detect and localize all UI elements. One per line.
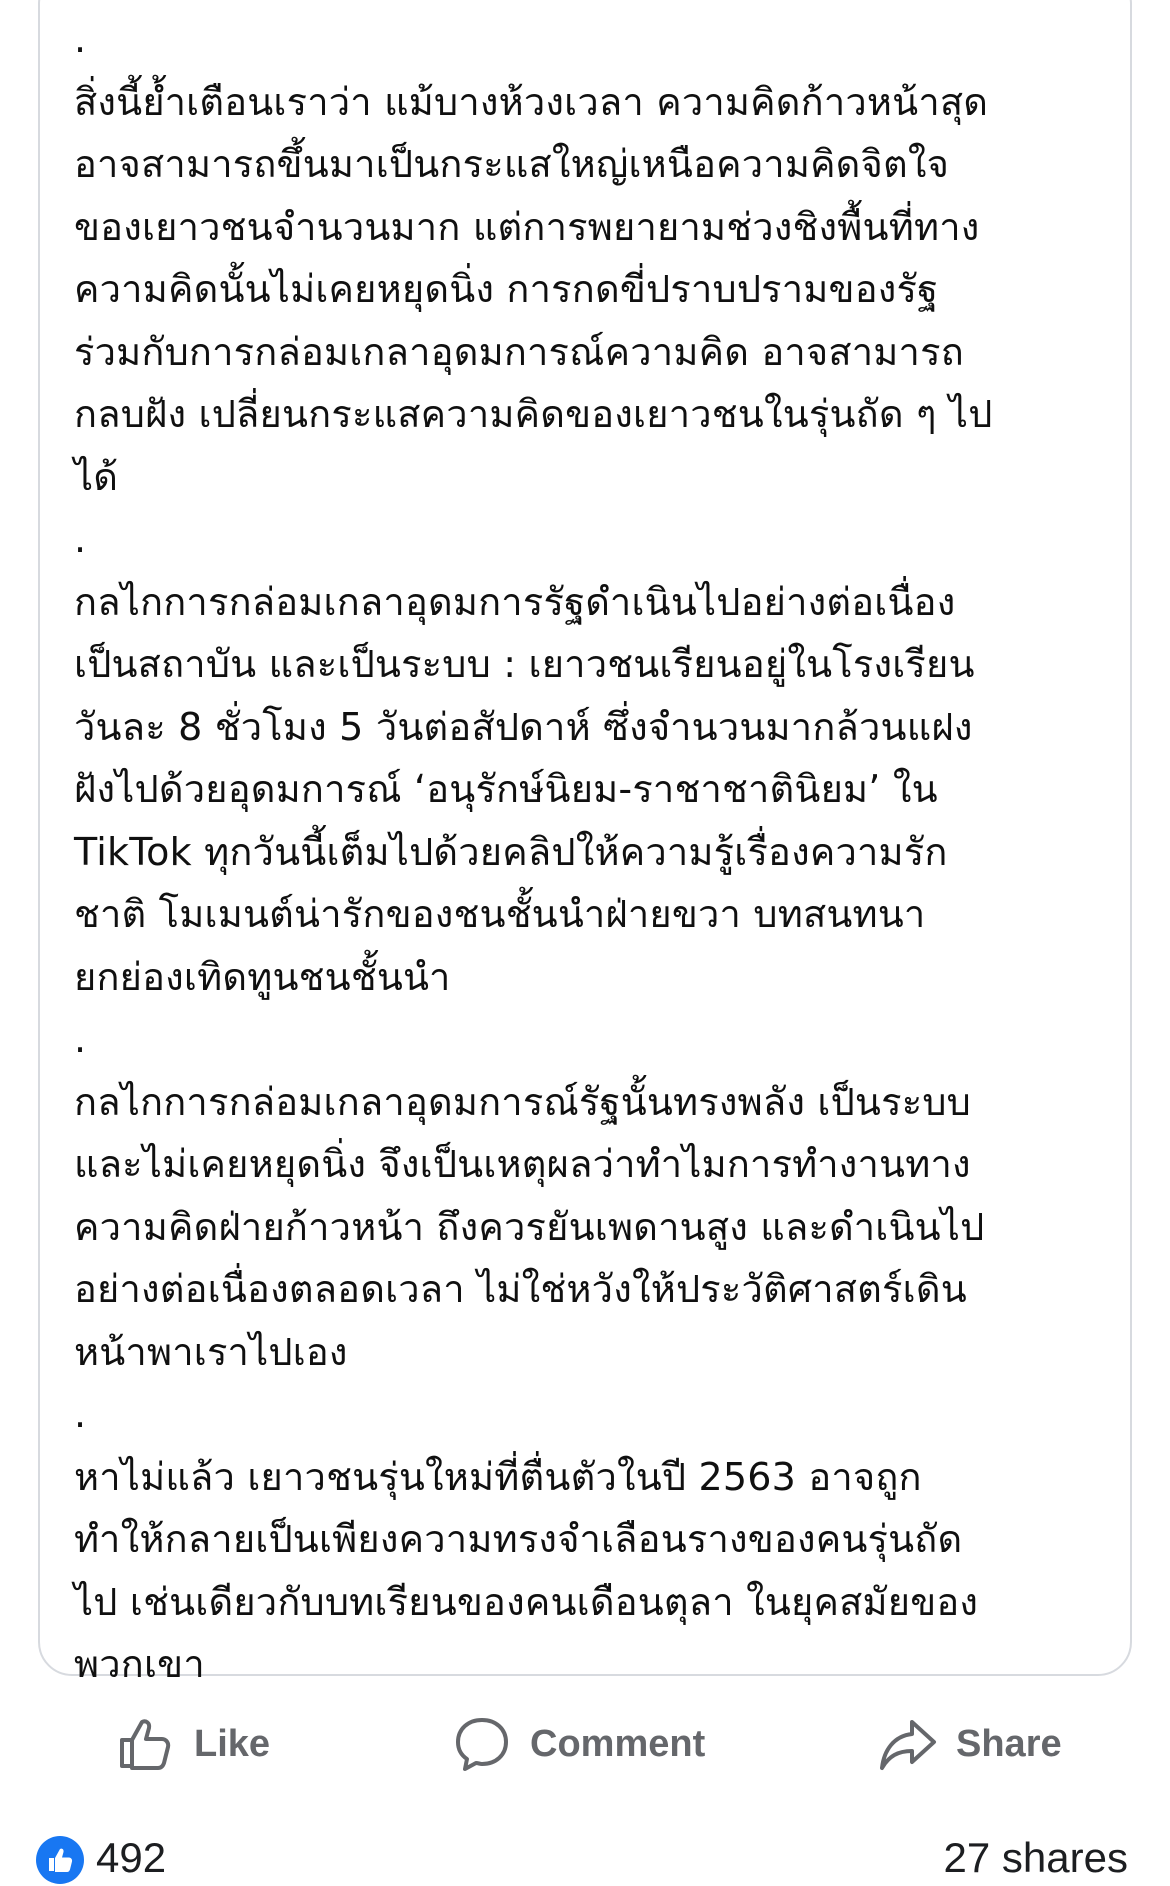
like-button[interactable]: [116, 1714, 270, 1774]
post-body: [74, 8, 1114, 1696]
share-arrow-icon: [878, 1714, 938, 1774]
post-footer: [0, 1830, 1170, 1880]
paragraph-separator: .: [74, 1017, 87, 1061]
post-card: [38, 0, 1132, 1686]
like-label: Like: [194, 1722, 271, 1765]
reaction-count[interactable]: 492: [96, 1834, 167, 1881]
post-paragraph-1: สิ่งนี้ย้ำเตือนเราว่า แม้บางห้วงเวลา ความคิดก้าวหน้าสุด อาจสามารถขึ้นมาเป็นกระแสใหญ่เหนือความคิดจิตใจ ของเยาวชนจำนวนมาก แต่การพยายามช่วงชิงพื้นที่ทาง ความคิดนั้นไม่เคยหยุดนิ่ง การกดขี่ปราบปรามของรัฐ ร่วมกับการกล่อมเกลาอุดมการณ์ความคิด อาจสามารถ กลบฝัง เปลี่ยนกระแสความคิดของเยาวชนในรุ่นถัด ๆ ไป ได้: [74, 79, 993, 499]
post-paragraph-2: กลไกการกล่อมเกลาอุดมการรัฐดำเนินไปอย่างต่อเนื่อง เป็นสถาบัน และเป็นระบบ : เยาวชนเรียนอยู่ในโรงเรียน วันละ 8 ชั่วโมง 5 วันต่อสัปดาห์ ซึ่งจำนวนมากล้วนแฝง ฝังไปด้วยอุดมการณ์ ‘อนุรักษ์นิยม-ราชาชาตินิยม’ ใน TikTok ทุกวันนี้เต็มไปด้วยคลิปให้ความรู้เรื่องความรัก ชาติ โมเมนต์น่ารักของชนชั้นนำฝ่ายขวา บทสนทนา ยกย่องเทิดทูนชนชั้นนำ: [74, 579, 975, 999]
post-action-bar: [0, 1690, 1170, 1790]
comment-button[interactable]: [452, 1714, 705, 1774]
comment-label: Comment: [530, 1722, 706, 1765]
share-button[interactable]: [878, 1714, 1062, 1774]
speech-bubble-icon: [452, 1714, 512, 1774]
post-paragraph-4: หาไม่แล้ว เยาวชนรุ่นใหม่ที่ตื่นตัวในปี 2563 อาจถูก ทำให้กลายเป็นเพียงความทรงจำเลือนรางของคนรุ่นถัด ไป เช่นเดียวกับบทเรียนของคนเดือนตุลา ในยุคสมัยของ พวกเขา: [74, 1454, 979, 1686]
paragraph-separator: .: [74, 1392, 87, 1436]
post-paragraph-3: กลไกการกล่อมเกลาอุดมการณ์รัฐนั้นทรงพลัง เป็นระบบ และไม่เคยหยุดนิ่ง จึงเป็นเหตุผลว่าทำไมการทำงานทาง ความคิดฝ่ายก้าวหน้า ถึงควรยันเพดานสูง และดำเนินไป อย่างต่อเนื่องตลอดเวลา ไม่ใช่หวังให้ประวัติศาสตร์เดิน หน้าพาเราไปเอง: [74, 1079, 985, 1374]
paragraph-separator: .: [74, 17, 87, 61]
like-reaction-icon[interactable]: [36, 1836, 84, 1884]
paragraph-separator: .: [74, 517, 87, 561]
share-label: Share: [956, 1722, 1062, 1765]
thumbs-up-icon: [116, 1714, 176, 1774]
shares-count[interactable]: 27 shares: [943, 1834, 1128, 1881]
